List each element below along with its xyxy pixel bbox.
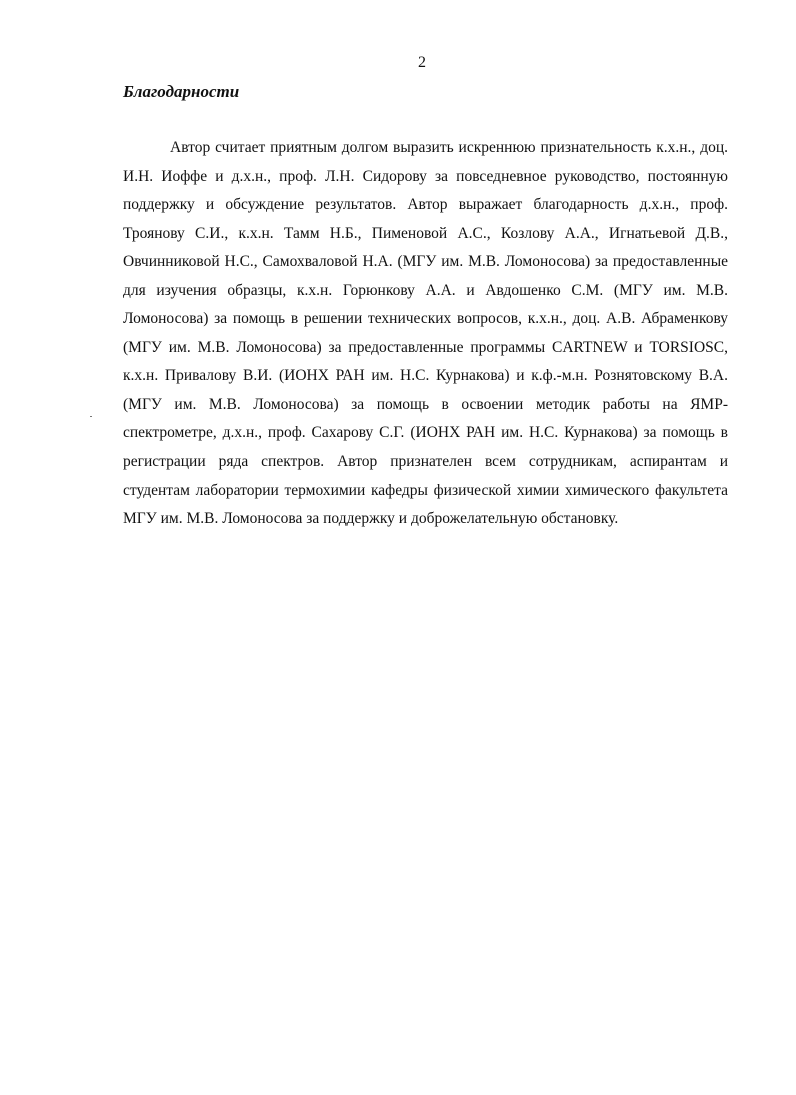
paragraph-line: к.х.н. Привалову В.И. (ИОНХ РАН им. Н.С. Курнакова) и к.ф.-м.н. Рознятовскому В.А. (123, 367, 728, 385)
paragraph-line: Автор считает приятным долгом выразить искреннюю признательность к.х.н., доц. (170, 139, 728, 156)
paragraph-line: Ломоносова) за помощь в решении технических вопросов, к.х.н., доц. А.В. Абраменкову (123, 310, 728, 328)
acknowledgements-paragraph (123, 134, 728, 534)
paragraph-line: для изучения образцы, к.х.н. Горюнкову А.А. и Авдошенко С.М. (МГУ им. М.В. (123, 281, 728, 299)
speck-mark (90, 416, 92, 417)
page-heading: Благодарности (123, 82, 240, 101)
page-number: 2 (418, 54, 426, 71)
paragraph-line: (МГУ им. М.В. Ломоносова) за предоставленные программы CARTNEW и TORSIOSC, (123, 338, 728, 356)
paragraph-line: регистрации ряда спектров. Автор признателен всем сотрудникам, аспирантам и (123, 453, 728, 471)
paragraph-line: МГУ им. М.В. Ломоносова за поддержку и доброжелательную обстановку. (123, 510, 619, 528)
paragraph-line: Троянову С.И., к.х.н. Тамм Н.Б., Пименовой А.С., Козлову А.А., Игнатьевой Д.В., (123, 224, 728, 242)
paragraph-line: И.Н. Иоффе и д.х.н., проф. Л.Н. Сидорову за повседневное руководство, постоянную (123, 167, 728, 185)
paragraph-line: поддержку и обсуждение результатов. Автор выражает благодарность д.х.н., проф. (123, 196, 728, 214)
paragraph-line: (МГУ им. М.В. Ломоносова) за помощь в освоении методик работы на ЯМР- (123, 395, 728, 413)
paragraph-line: студентам лаборатории термохимии кафедры физической химии химического факультета (123, 481, 728, 499)
paragraph-line: спектрометре, д.х.н., проф. Сахарову С.Г. (ИОНХ РАН им. Н.С. Курнакова) за помощь в (123, 424, 728, 442)
paragraph-line: Овчинниковой Н.С., Самохваловой Н.А. (МГУ им. М.В. Ломоносова) за предоставленные (123, 253, 728, 271)
